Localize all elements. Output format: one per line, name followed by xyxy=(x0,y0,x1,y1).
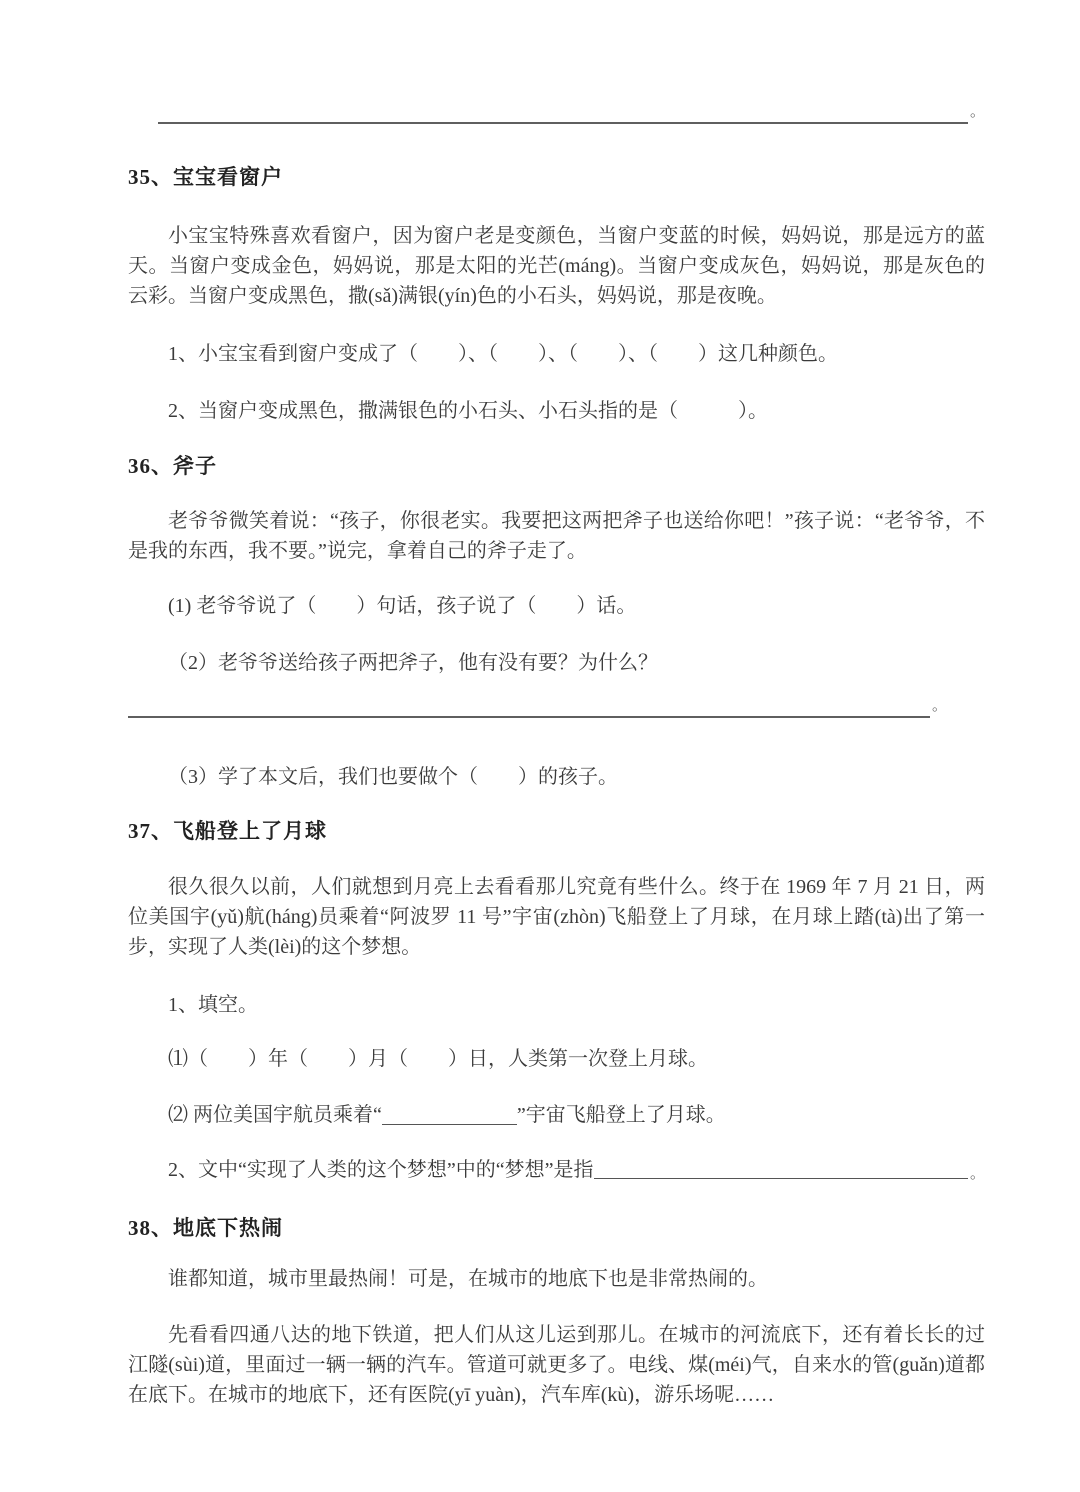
answer-blank-underline xyxy=(594,1178,968,1179)
answer-blank-line xyxy=(158,104,985,124)
section-36-heading: 36、斧子 xyxy=(128,454,217,478)
section-37-question-1-sub-1: ⑴（ ）年（ ）月（ ）日，人类第一次登上月球。 xyxy=(168,1048,708,1070)
question-text: ⑵ 两位美国宇航员乘着“ xyxy=(168,1104,382,1126)
section-38-paragraph-1: 谁都知道，城市里最热闹！可是，在城市的地底下也是非常热闹的。 xyxy=(168,1268,768,1290)
section-38-heading: 38、地底下热闹 xyxy=(128,1216,283,1240)
period: 。 xyxy=(931,698,947,714)
answer-rule xyxy=(128,716,930,718)
period: 。 xyxy=(969,1166,985,1182)
section-38-paragraph-2: 先看看四通八达的地下铁道，把人们从这儿运到那儿。在城市的河流底下，还有着长长的过江隧(sùi)道，里面过一辆一辆的汽车。管道可就更多了。电线、煤(méi)气，自来水的管(guǎn)道都在底下。在城市的地底下，还有医院(yī yuàn)，汽车库(kù)，游乐场呢…… xyxy=(128,1324,985,1406)
section-37-paragraph: 很久很久以前，人们就想到月亮上去看看那儿究竟有些什么。终于在 1969 年 7 月 21 日，两位美国宇(yǔ)航(háng)员乘着“阿波罗 11 号”宇宙(zhòn)飞船登上了月球，在月球上踏(tà)出了第一步，实现了人类(lèi)的这个梦想。 xyxy=(128,876,985,958)
section-36-question-1: (1) 老爷爷说了（ ）句话，孩子说了（ ）话。 xyxy=(168,595,637,617)
section-37-question-2 xyxy=(128,1155,985,1185)
section-35-paragraph: 小宝宝特殊喜欢看窗户，因为窗户老是变颜色，当窗户变蓝的时候，妈妈说，那是远方的蓝天。当窗户变成金色，妈妈说，那是太阳的光芒(máng)。当窗户变成灰色，妈妈说，那是灰色的云彩。当窗户变成黑色，撒(sǎ)满银(yín)色的小石头，妈妈说，那是夜晚。 xyxy=(128,225,985,307)
answer-blank-line xyxy=(128,698,947,718)
section-37-question-1: 1、填空。 xyxy=(168,994,258,1016)
question-text: 2、文中“实现了人类的这个梦想”中的“梦想”是指 xyxy=(168,1159,594,1181)
section-35-question-2: 2、当窗户变成黑色，撒满银色的小石头、小石头指的是（ ）。 xyxy=(168,400,768,422)
section-35-question-1: 1、小宝宝看到窗户变成了（ ）、（ ）、（ ）、（ ）这几种颜色。 xyxy=(168,343,838,365)
section-37-question-1-sub-2 xyxy=(128,1100,985,1130)
answer-blank-underline xyxy=(382,1124,517,1125)
section-36-paragraph: 老爷爷微笑着说：“孩子，你很老实。我要把这两把斧子也送给你吧！”孩子说：“老爷爷，不是我的东西，我不要。”说完，拿着自己的斧子走了。 xyxy=(128,510,985,562)
section-36-question-2: （2）老爷爷送给孩子两把斧子，他有没有要？为什么？ xyxy=(168,652,658,674)
section-35-heading: 35、宝宝看窗户 xyxy=(128,165,283,189)
period: 。 xyxy=(969,104,985,120)
answer-rule xyxy=(158,122,968,124)
section-36-question-3: （3）学了本文后，我们也要做个（ ）的孩子。 xyxy=(168,766,618,788)
section-37-heading: 37、飞船登上了月球 xyxy=(128,819,327,843)
question-text: ”宇宙飞船登上了月球。 xyxy=(516,1104,726,1126)
